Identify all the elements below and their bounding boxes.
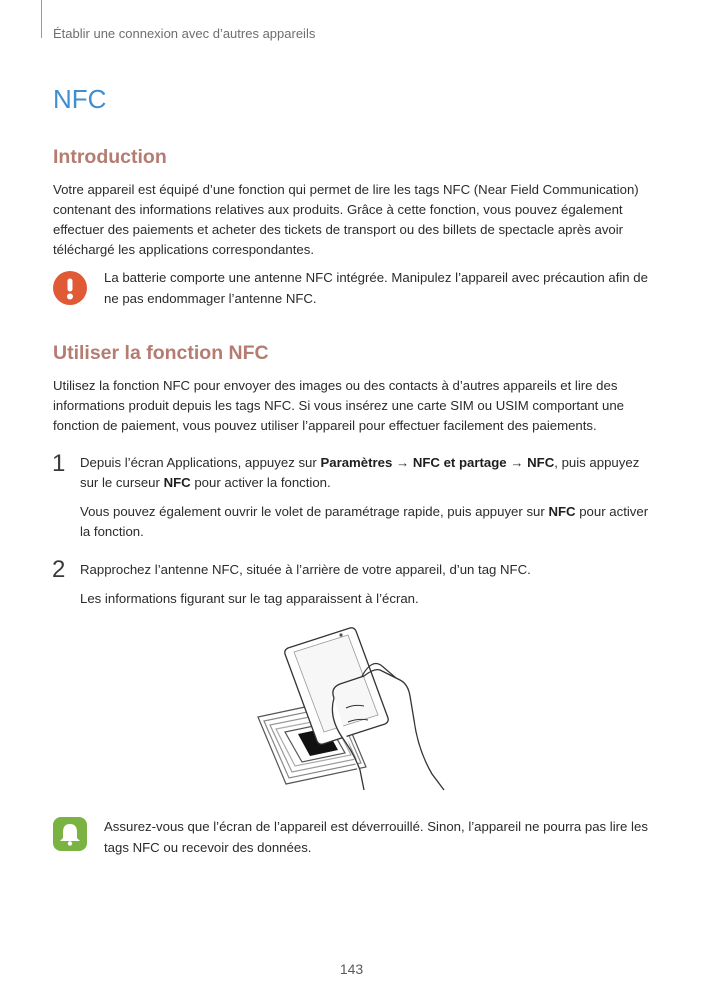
step-2-text: Rapprochez l’antenne NFC, située à l’arrière de votre appareil, d’un tag NFC. (80, 562, 531, 577)
intro-text: Votre appareil est équipé d’une fonction qui permet de lire les tags NFC (Near Field Communication) contenant des informations relatives aux produits. Grâce à cette fonction, vous pouvez également effectuer des paiements et acheter des tickets de transport ou des billets de spectacle après avoir téléchargé les applications correspondantes. (53, 182, 639, 257)
bell-icon (53, 817, 87, 851)
step-2 (80, 560, 653, 618)
running-header: Établir une connexion avec d’autres appareils (53, 26, 316, 41)
header-rule (41, 0, 42, 38)
step-1-number: 1 (52, 450, 66, 477)
page-title: NFC (53, 84, 107, 114)
section-heading-use-nfc: Utiliser la fonction NFC (53, 342, 269, 364)
step-1-text: Depuis l’écran Applications, appuyez sur Paramètres → NFC et partage → NFC, puis appuyez sur le curseur NFC pour activer la fonction. (80, 455, 640, 490)
intro-paragraph (53, 180, 653, 260)
step-1 (80, 453, 653, 551)
exclamation-icon (53, 271, 87, 305)
section-heading-introduction: Introduction (53, 146, 167, 168)
step-2-number: 2 (52, 556, 66, 583)
hand-holding-phone-over-nfc-tag-icon (250, 622, 450, 802)
use-paragraph (53, 376, 653, 436)
caution-icon (53, 271, 87, 305)
caution-note: La batterie comporte une antenne NFC intégrée. Manipulez l’appareil avec précaution afin de ne pas endommager l’antenne NFC. (104, 270, 648, 306)
page-number: 143 (339, 961, 364, 977)
step-1-note: Vous pouvez également ouvrir le volet de paramétrage rapide, puis appuyer sur NFC pour activer la fonction. (80, 504, 649, 539)
use-text: Utilisez la fonction NFC pour envoyer des images ou des contacts à d’autres appareils et lire des informations produit depuis les tags NFC. Si vous insérez une carte SIM ou USIM comportant une fonction de paiement, vous pouvez utiliser l’appareil pour effectuer facilement des paiements. (53, 378, 624, 433)
step-2-note: Les informations figurant sur le tag apparaissent à l’écran. (80, 591, 419, 606)
tip-icon (53, 817, 87, 851)
tip-note: Assurez-vous que l’écran de l’appareil est déverrouillé. Sinon, l’appareil ne pourra pas lire les tags NFC ou recevoir des données. (104, 819, 648, 855)
